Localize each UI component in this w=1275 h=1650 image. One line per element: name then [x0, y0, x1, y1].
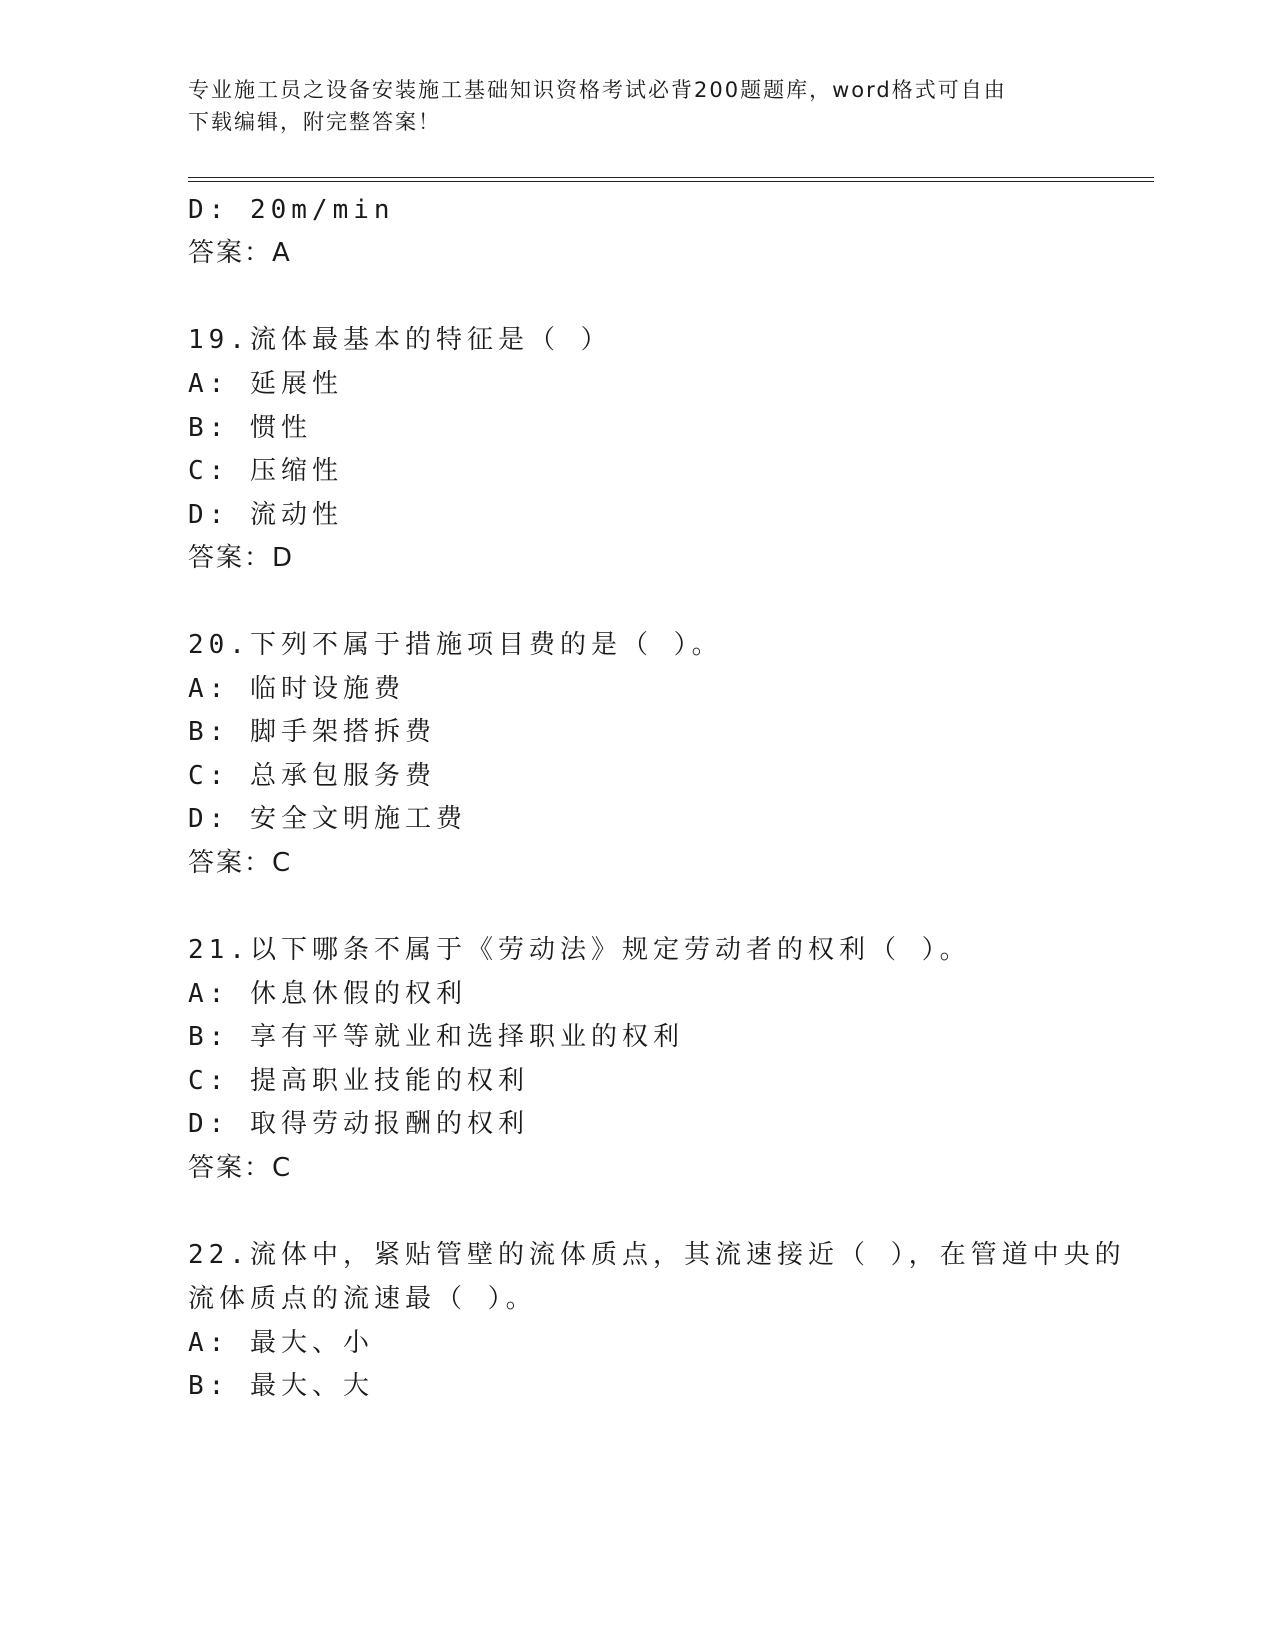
q19-option-b: B: 惯性 [188, 413, 312, 443]
q18-option-d: D: 20m/min [188, 195, 395, 225]
q21-option-c: C: 提高职业技能的权利 [188, 1066, 529, 1096]
q21-option-b: B: 享有平等就业和选择职业的权利 [188, 1022, 684, 1052]
q21-option-a: A: 休息休假的权利 [188, 979, 467, 1009]
q19-option-c: C: 压缩性 [188, 456, 343, 486]
q22-question-line-2: 流体质点的流速最（ ）。 [188, 1284, 537, 1314]
q22-question-line-1: 22.流体中，紧贴管壁的流体质点，其流速接近（ ），在管道中央的 [188, 1240, 1126, 1270]
q19-option-a: A: 延展性 [188, 369, 343, 399]
q19-option-d: D: 流动性 [188, 500, 343, 530]
header-divider-top [188, 177, 1154, 178]
q19-question: 19.流体最基本的特征是（ ） [188, 325, 612, 355]
header-line-1: 专业施工员之设备安装施工基础知识资格考试必背200题题库，word格式可自由 [188, 78, 1007, 102]
q21-answer: 答案：C [188, 1153, 293, 1183]
header-line-2: 下载编辑，附完整答案！ [188, 110, 441, 134]
header-divider-bottom [188, 181, 1154, 182]
q21-option-d: D: 取得劳动报酬的权利 [188, 1109, 529, 1139]
q21-question: 21.以下哪条不属于《劳动法》规定劳动者的权利（ ）。 [188, 935, 971, 965]
q19-answer: 答案：D [188, 543, 295, 573]
q20-option-c: C: 总承包服务费 [188, 761, 436, 791]
q20-answer: 答案：C [188, 848, 293, 878]
q22-option-a: A: 最大、小 [188, 1328, 374, 1358]
q20-option-b: B: 脚手架搭拆费 [188, 717, 436, 747]
q20-question: 20.下列不属于措施项目费的是（ ）。 [188, 630, 723, 660]
q20-option-a: A: 临时设施费 [188, 674, 405, 704]
q18-answer: 答案：A [188, 238, 292, 268]
q22-option-b: B: 最大、大 [188, 1371, 374, 1401]
q20-option-d: D: 安全文明施工费 [188, 804, 467, 834]
document-header [188, 74, 1088, 138]
